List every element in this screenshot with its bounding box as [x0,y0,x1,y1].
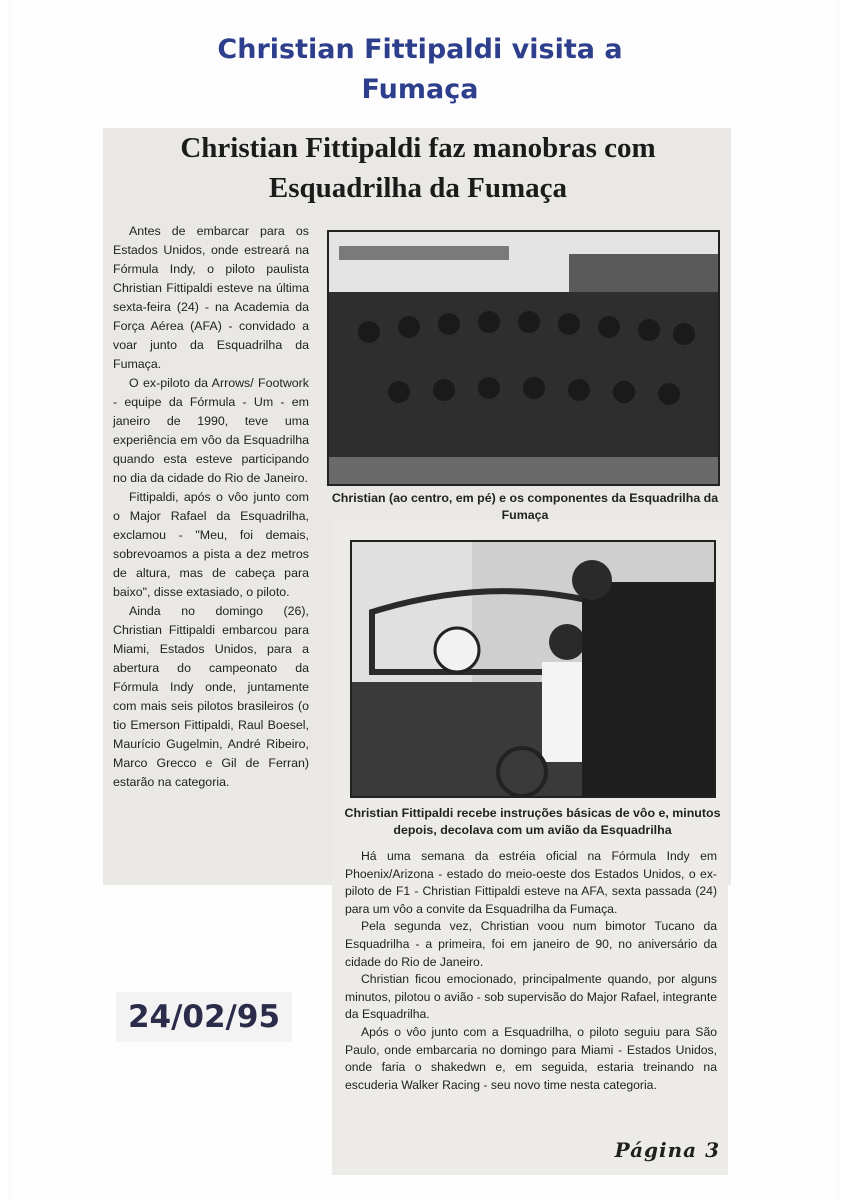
team-group-photo [327,230,720,486]
header-title: Christian Fittipaldi visita a Fumaça [217,34,623,105]
page-number: Página 3 [614,1138,720,1162]
article-right-column [345,848,717,1094]
left-paragraph: Fittipaldi, após o vôo junto com o Major Rafael da Esquadrilha, exclamou - "Meu, foi demais, sobrevoamos a pista a dez metros de altura, mas de cabeça para baixo", disse extasiado, o piloto. [113,490,309,599]
date-label: 24/02/95 [116,992,292,1042]
article-left-column [113,222,309,792]
cockpit-photo-art [352,542,714,796]
left-paragraph: O ex-piloto da Arrows/ Footwork - equipe da Fórmula - Um - em janeiro de 1990, teve uma experiência em vôo da Esquadrilha quando esta esteve participando no dia da cidade do Rio de Janeiro. [113,376,309,485]
right-paragraph: Pela segunda vez, Christian voou num bimotor Tucano da Esquadrilha - a primeira, foi em janeiro de 90, no aniversário da cidade do Rio de Janeiro. [345,919,717,969]
photo2-caption: Christian Fittipaldi recebe instruções básicas de vôo e, minutos depois, decolava com um avião da Esquadrilha [344,806,721,837]
cockpit-instruction-photo [350,540,716,798]
right-paragraph: Christian ficou emocionado, principalmente quando, por alguns minutos, pilotou o avião - sob supervisão do Major Rafael, integrante da Esquadrilha. [345,972,717,1022]
left-paragraph: Ainda no domingo (26), Christian Fittipaldi embarcou para Miami, Estados Unidos, para a abertura do campeonato da Fórmula Indy onde, juntamente com mais seis pilotos brasileiros (o tio Emerson Fittipaldi, Raul Boesel, Maurício Gugelmin, André Ribeiro, Marco Grecco e Gil de Ferran) estarão na categoria. [113,604,309,789]
team-photo-art [329,232,718,484]
article-headline: Christian Fittipaldi faz manobras com Esquadrilha da Fumaça [180,132,656,204]
photo1-caption: Christian (ao centro, em pé) e os componentes da Esquadrilha da Fumaça [331,491,719,522]
right-paragraph: Após o vôo junto com a Esquadrilha, o piloto seguiu para São Paulo, onde embarcaria no domingo para Miami - Estados Unidos, onde faria o shakedwn e, em seguida, estaria treinando na escuderia Walker Racing - seu novo time nesta categoria. [345,1024,717,1092]
right-paragraph: Há uma semana da estréia oficial na Fórmula Indy em Phoenix/Arizona - estado do meio-oeste dos Estados Unidos, o ex-piloto de F1 - Christian Fittipaldi esteve na AFA, sexta passada (24) para um vôo a convite da Esquadrilha da Fumaça. [345,849,717,916]
left-paragraph: Antes de embarcar para os Estados Unidos, onde estreará na Fórmula Indy, o piloto paulista Christian Fittipaldi esteve na última sexta-feira (24) - na Academia da Força Aérea (AFA) - convidado a voar junto da Esquadrilha da Fumaça. [113,224,309,371]
